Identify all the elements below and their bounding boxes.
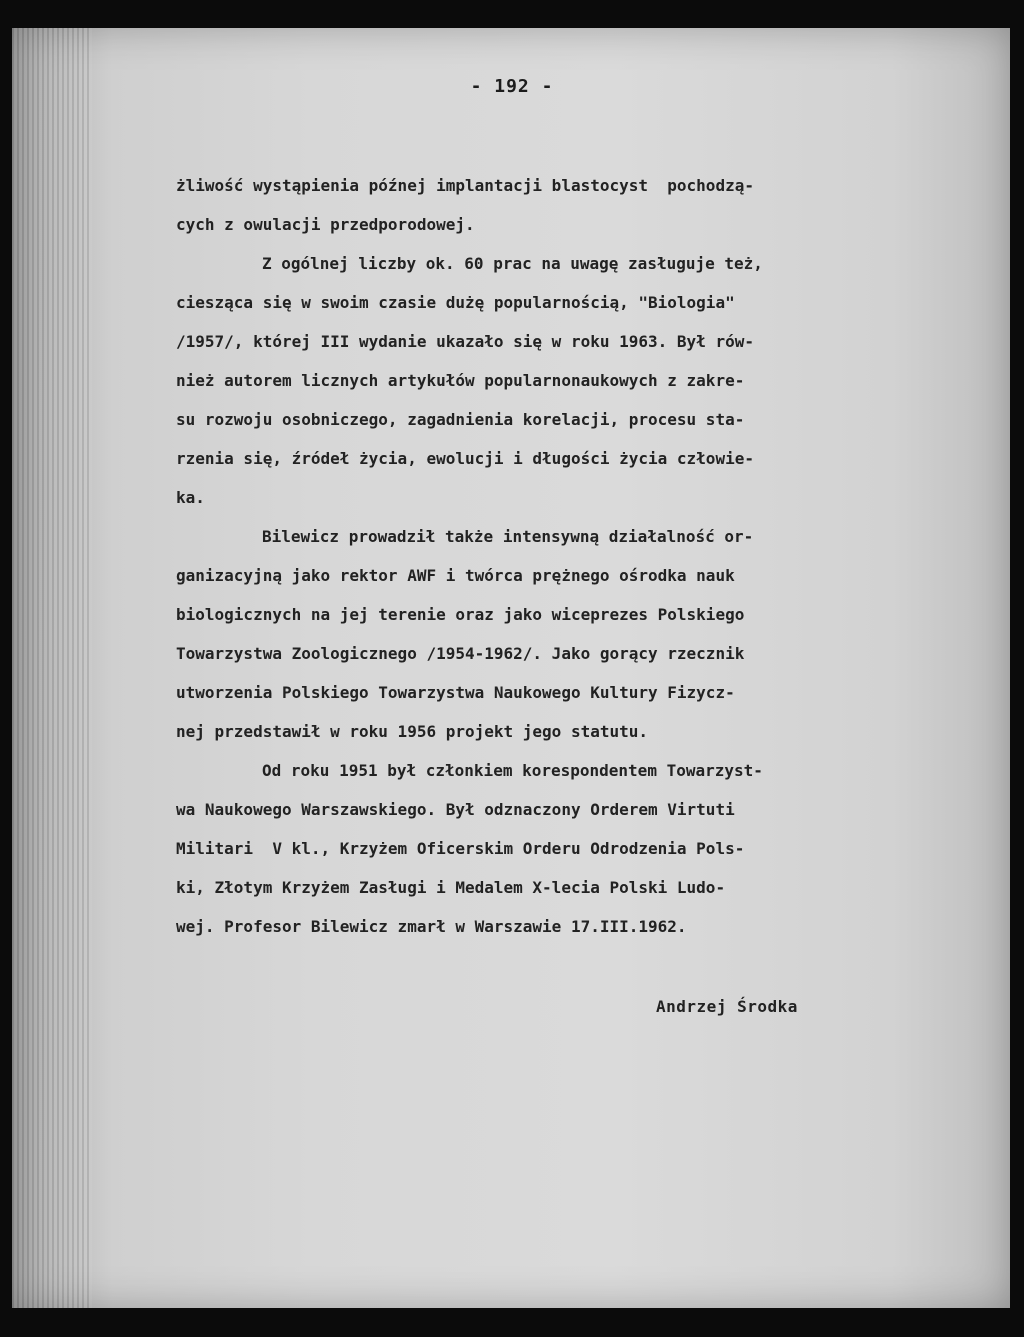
text-line: rzenia się, źródeł życia, ewolucji i długości życia człowie- xyxy=(176,449,754,468)
text-line: Towarzystwa Zoologicznego /1954-1962/. Jako gorący rzecznik xyxy=(176,644,745,663)
text-line: ki, Złotym Krzyżem Zasługi i Medalem X-lecia Polski Ludo- xyxy=(176,878,726,897)
text-line: nej przedstawił w roku 1956 projekt jego statutu. xyxy=(176,722,649,741)
text-line: wa Naukowego Warszawskiego. Był odznaczony Orderem Virtuti xyxy=(176,800,735,819)
document-body xyxy=(176,170,916,950)
text-line: ka. xyxy=(176,488,205,507)
author-signature: Andrzej Środka xyxy=(656,997,798,1016)
text-line: Militari V kl., Krzyżem Oficerskim Orderu Odrodzenia Pols- xyxy=(176,839,745,858)
text-line: Od roku 1951 był członkiem korespondentem Towarzyst- xyxy=(262,761,763,780)
text-line: Z ogólnej liczby ok. 60 prac na uwagę zasługuje też, xyxy=(262,254,763,273)
text-line: su rozwoju osobniczego, zagadnienia korelacji, procesu sta- xyxy=(176,410,745,429)
text-line: ganizacyjną jako rektor AWF i twórca prężnego ośrodka nauk xyxy=(176,566,735,585)
page-number: - 192 - xyxy=(470,76,554,97)
text-line: żliwość wystąpienia późnej implantacji blastocyst pochodzą- xyxy=(176,176,754,195)
text-line: /1957/, której III wydanie ukazało się w roku 1963. Był rów- xyxy=(176,332,754,351)
text-line: biologicznych na jej terenie oraz jako wiceprezes Polskiego xyxy=(176,605,745,624)
text-line: Bilewicz prowadził także intensywną działalność or- xyxy=(262,527,754,546)
text-line: utworzenia Polskiego Towarzystwa Naukowego Kultury Fizycz- xyxy=(176,683,735,702)
scan-border xyxy=(1010,0,1024,1337)
text-line: wej. Profesor Bilewicz zmarł w Warszawie 17.III.1962. xyxy=(176,917,687,936)
text-line: ciesząca się w swoim czasie dużę popularnością, "Biologia" xyxy=(176,293,735,312)
text-line: cych z owulacji przedporodowej. xyxy=(176,215,475,234)
text-line: nież autorem licznych artykułów popularnonaukowych z zakre- xyxy=(176,371,745,390)
